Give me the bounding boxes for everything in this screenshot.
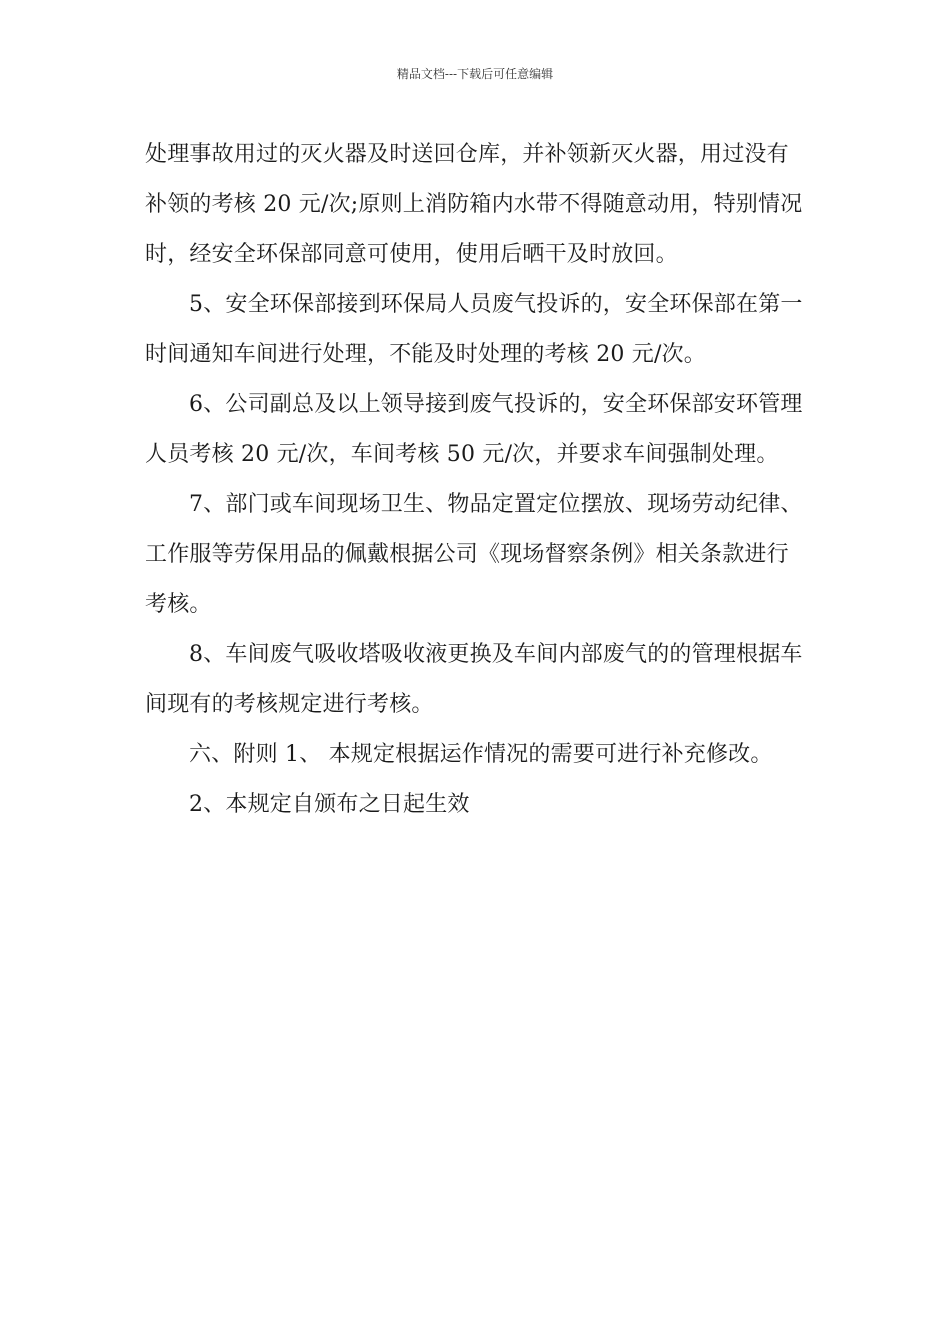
paragraph-line: 8、车间废气吸收塔吸收液更换及车间内部废气的的管理根据车 bbox=[189, 642, 803, 667]
paragraph-item-7 bbox=[145, 480, 807, 630]
paragraph-line: 六、附则 1、 本规定根据运作情况的需要可进行补充修改。 bbox=[189, 742, 773, 767]
paragraph-effective-date bbox=[145, 780, 807, 830]
paragraph-appendix bbox=[145, 730, 807, 780]
paragraph-line: 补领的考核 20 元/次;原则上消防箱内水带不得随意动用，特别情况 bbox=[145, 192, 803, 217]
paragraph-line: 时间通知车间进行处理，不能及时处理的考核 20 元/次。 bbox=[145, 342, 706, 367]
page-header: 精品文档---下载后可任意编辑 bbox=[396, 67, 554, 81]
document-body bbox=[145, 130, 807, 830]
paragraph-fire-extinguisher bbox=[145, 130, 807, 280]
paragraph-line: 5、安全环保部接到环保局人员废气投诉的，安全环保部在第一 bbox=[189, 292, 803, 317]
paragraph-line: 处理事故用过的灭火器及时送回仓库，并补领新灭火器，用过没有 bbox=[145, 142, 789, 167]
paragraph-line: 间现有的考核规定进行考核。 bbox=[145, 692, 434, 717]
paragraph-line: 考核。 bbox=[145, 592, 212, 617]
paragraph-line: 6、公司副总及以上领导接到废气投诉的，安全环保部安环管理 bbox=[189, 392, 803, 417]
paragraph-item-5 bbox=[145, 280, 807, 380]
paragraph-line: 2、本规定自颁布之日起生效 bbox=[189, 792, 470, 817]
paragraph-line: 7、部门或车间现场卫生、物品定置定位摆放、现场劳动纪律、 bbox=[189, 492, 803, 517]
paragraph-item-8 bbox=[145, 630, 807, 730]
paragraph-line: 时，经安全环保部同意可使用，使用后晒干及时放回。 bbox=[145, 242, 678, 267]
paragraph-line: 人员考核 20 元/次，车间考核 50 元/次，并要求车间强制处理。 bbox=[145, 442, 779, 467]
paragraph-line: 工作服等劳保用品的佩戴根据公司《现场督察条例》相关条款进行 bbox=[145, 542, 789, 567]
paragraph-item-6 bbox=[145, 380, 807, 480]
